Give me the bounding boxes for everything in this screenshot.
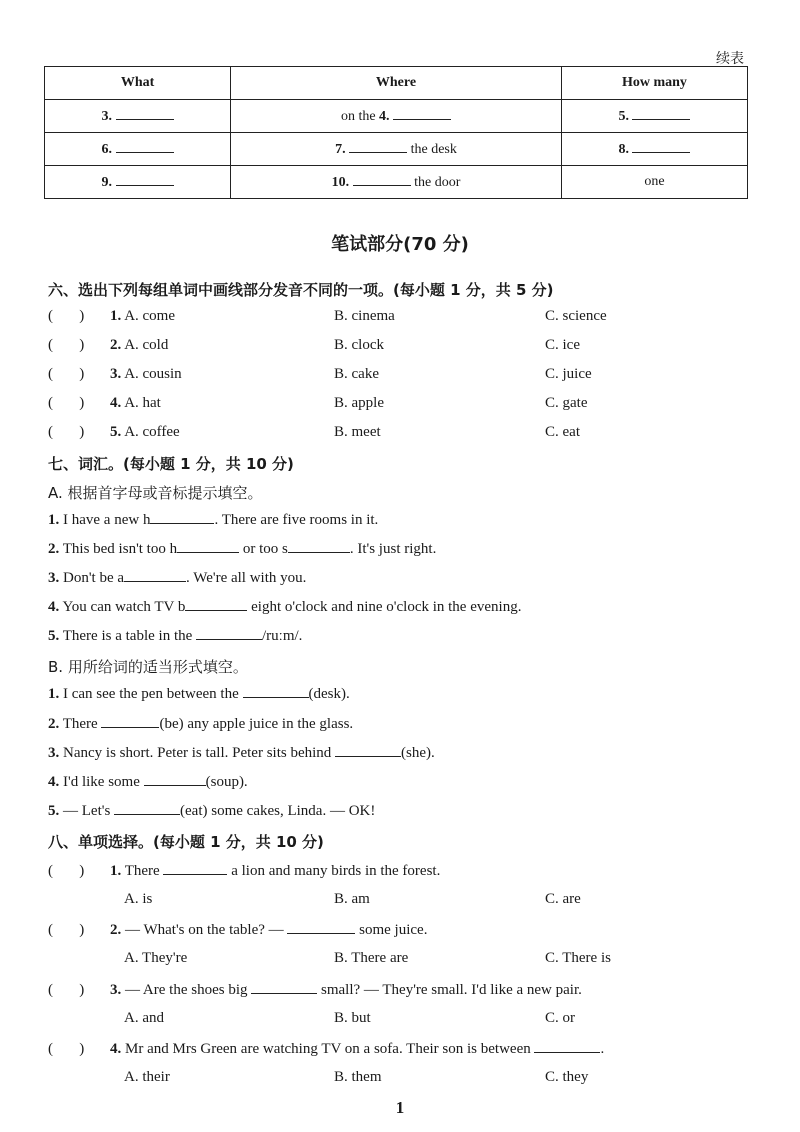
answer-blank[interactable]	[163, 862, 227, 875]
option-a[interactable]: A. cold	[124, 337, 169, 353]
cell-text: the desk	[410, 142, 457, 157]
item-text: There	[124, 863, 164, 879]
option-a[interactable]: A. hat	[124, 395, 161, 411]
item-text: . It's just right.	[349, 541, 437, 557]
option-b[interactable]: B. meet	[334, 424, 381, 440]
list-item: ( ) 3. A. cousin	[48, 366, 182, 382]
header-how-many: How many	[561, 67, 747, 100]
option-c[interactable]: C. they	[545, 1069, 589, 1085]
cell-text: one	[644, 174, 665, 189]
blank-number: 3.	[101, 109, 113, 124]
blank-number: 5.	[618, 109, 629, 124]
item-number: 1.	[48, 512, 60, 528]
option-b[interactable]: B. am	[334, 891, 370, 907]
option-a[interactable]: A. is	[124, 891, 153, 907]
continued-label: 续表	[716, 52, 744, 67]
item-number: 4.	[110, 1041, 122, 1057]
item-number: 1.	[48, 686, 60, 702]
part7-title: 七、词汇。(每小题 1 分，共 10 分)	[48, 455, 294, 473]
page-number: 1	[395, 1098, 405, 1117]
answer-blank[interactable]	[185, 598, 247, 611]
list-item: ( ) 4. Mr and Mrs Green are watching TV on a sofa. Their son is between .	[48, 1041, 605, 1057]
answer-blank[interactable]	[177, 540, 239, 553]
item-text: There	[62, 716, 102, 732]
table-cell	[561, 100, 747, 133]
answer-blank[interactable]	[393, 107, 451, 120]
option-a[interactable]: A. come	[124, 308, 176, 324]
blank-number: 7.	[335, 142, 346, 157]
table-row	[45, 166, 748, 199]
blank-number: 6.	[101, 142, 113, 157]
item-text: (soup).	[205, 774, 248, 790]
item-number: 5.	[110, 424, 122, 440]
item-text: Nancy is short. Peter is tall. Peter sits behind	[63, 745, 336, 761]
table-cell	[561, 166, 747, 199]
option-b[interactable]: B. clock	[334, 337, 384, 353]
answer-blank[interactable]	[150, 511, 214, 524]
option-c[interactable]: C. juice	[545, 366, 592, 382]
item-text: (eat) some cakes, Linda. — OK!	[180, 803, 376, 819]
option-a[interactable]: A. and	[124, 1010, 164, 1026]
item-text: This bed isn't too h	[62, 541, 178, 557]
answer-blank[interactable]	[288, 540, 350, 553]
table-row	[45, 133, 748, 166]
option-c[interactable]: C. or	[545, 1010, 575, 1026]
list-item	[48, 715, 353, 733]
item-number: 1.	[110, 863, 122, 879]
item-number: 3.	[48, 745, 60, 761]
item-text: some juice.	[355, 922, 428, 938]
item-text: /ruːm/.	[262, 628, 303, 644]
option-b[interactable]: B. There are	[334, 950, 409, 966]
item-text: — Are the shoes big	[125, 982, 252, 998]
item-text: There is a table in the	[62, 628, 197, 644]
answer-blank[interactable]	[196, 627, 262, 640]
list-item	[48, 569, 306, 587]
option-b[interactable]: B. cake	[334, 366, 379, 382]
item-number: 5.	[48, 628, 60, 644]
list-item	[48, 802, 375, 820]
list-item	[48, 627, 302, 645]
answer-blank[interactable]	[144, 773, 206, 786]
table-row	[45, 100, 748, 133]
option-c[interactable]: C. science	[545, 308, 607, 324]
item-text: I can see the pen between the	[63, 686, 243, 702]
item-text: (desk).	[308, 686, 350, 702]
answer-blank[interactable]	[124, 569, 186, 582]
option-c[interactable]: C. eat	[545, 424, 580, 440]
option-c[interactable]: C. ice	[545, 337, 580, 353]
part8-title: 八、单项选择。(每小题 1 分，共 10 分)	[48, 833, 324, 851]
answer-blank[interactable]	[101, 715, 159, 728]
option-c[interactable]: C. There is	[545, 950, 611, 966]
blank-number: 4.	[379, 109, 390, 124]
table-cell	[45, 166, 231, 199]
item-text: — What's on the table? —	[125, 922, 288, 938]
item-text: .	[600, 1041, 605, 1057]
list-item: ( ) 2. A. cold	[48, 337, 169, 353]
answer-blank[interactable]	[116, 140, 174, 153]
item-number: 3.	[48, 570, 60, 586]
header-what: What	[45, 67, 231, 100]
cell-text: on the	[340, 109, 376, 124]
item-number: 1.	[110, 308, 122, 324]
item-number: 4.	[110, 395, 122, 411]
list-item: ( ) 1. A. come	[48, 308, 176, 324]
item-number: 3.	[110, 982, 122, 998]
list-item	[48, 685, 350, 703]
option-a[interactable]: A. They're	[124, 950, 188, 966]
part7b-title: B. 用所给词的适当形式填空。	[48, 658, 248, 676]
item-text: Don't be a	[63, 570, 125, 586]
blank-number: 8.	[618, 142, 629, 157]
answer-blank[interactable]	[632, 140, 690, 153]
blank-number: 9.	[101, 175, 113, 190]
answer-blank[interactable]	[287, 921, 355, 934]
list-item: ( ) 5. A. coffee	[48, 424, 180, 440]
item-text: (be) any apple juice in the glass.	[159, 716, 354, 732]
blank-number: 10.	[331, 175, 350, 190]
item-number: 2.	[48, 541, 60, 557]
item-number: 5.	[48, 803, 60, 819]
option-b[interactable]: B. cinema	[334, 308, 395, 324]
cell-text: the door	[414, 175, 461, 190]
list-item: ( ) 3. — Are the shoes big small? — They're small. I'd like a new pair.	[48, 982, 582, 998]
list-item	[48, 598, 521, 616]
item-text: — Let's	[63, 803, 115, 819]
item-text: small? — They're small. I'd like a new pair.	[317, 982, 582, 998]
answer-blank[interactable]	[349, 140, 407, 153]
option-b[interactable]: B. them	[334, 1069, 382, 1085]
item-text: a lion and many birds in the forest.	[227, 863, 441, 879]
item-text: I have a new h	[63, 512, 151, 528]
list-item	[48, 540, 436, 558]
list-item: ( ) 2. — What's on the table? — some juice.	[48, 922, 428, 938]
table-cell	[231, 100, 562, 133]
item-number: 4.	[48, 599, 60, 615]
list-item	[48, 773, 248, 791]
table-cell	[231, 133, 562, 166]
table-cell	[231, 166, 562, 199]
item-text: . There are five rooms in it.	[214, 512, 379, 528]
answer-blank[interactable]	[116, 107, 174, 120]
item-text: (she).	[401, 745, 435, 761]
option-b[interactable]: B. apple	[334, 395, 384, 411]
answer-blank[interactable]	[335, 744, 401, 757]
item-text: You can watch TV b	[62, 599, 186, 615]
item-number: 4.	[48, 774, 60, 790]
table-cell	[45, 133, 231, 166]
list-item	[48, 511, 378, 529]
answer-blank[interactable]	[116, 173, 174, 186]
answer-blank[interactable]	[251, 981, 317, 994]
list-item	[48, 744, 435, 762]
item-text: I'd like some	[63, 774, 144, 790]
item-number: 2.	[110, 337, 122, 353]
answer-blank[interactable]	[632, 107, 690, 120]
answer-blank[interactable]	[534, 1040, 600, 1053]
answer-blank[interactable]	[353, 173, 411, 186]
option-b[interactable]: B. but	[334, 1010, 371, 1026]
table-cell	[45, 100, 231, 133]
item-text: eight o'clock and nine o'clock in the evening.	[247, 599, 522, 615]
item-text: or too s	[239, 541, 288, 557]
header-where: Where	[231, 67, 562, 100]
table-header-row	[45, 67, 748, 100]
option-c[interactable]: C. are	[545, 891, 581, 907]
answer-blank[interactable]	[114, 802, 180, 815]
option-a[interactable]: A. their	[124, 1069, 170, 1085]
option-c[interactable]: C. gate	[545, 395, 588, 411]
item-text: . We're all with you.	[186, 570, 307, 586]
part7a-title: A. 根据首字母或音标提示填空。	[48, 484, 263, 502]
list-item: ( ) 1. There a lion and many birds in the forest.	[48, 863, 441, 879]
part6-title: 六、选出下列每组单词中画线部分发音不同的一项。(每小题 1 分，共 5 分)	[48, 281, 554, 299]
option-a[interactable]: A. cousin	[124, 366, 182, 382]
table-cell	[561, 133, 747, 166]
item-number: 3.	[110, 366, 122, 382]
written-section-title: 笔试部分(70 分)	[331, 234, 469, 255]
answer-table	[44, 66, 748, 199]
item-number: 2.	[48, 716, 60, 732]
item-text: Mr and Mrs Green are watching TV on a sofa. Their son is between	[125, 1041, 535, 1057]
list-item: ( ) 4. A. hat	[48, 395, 161, 411]
item-number: 2.	[110, 922, 122, 938]
answer-blank[interactable]	[243, 685, 309, 698]
option-a[interactable]: A. coffee	[124, 424, 180, 440]
